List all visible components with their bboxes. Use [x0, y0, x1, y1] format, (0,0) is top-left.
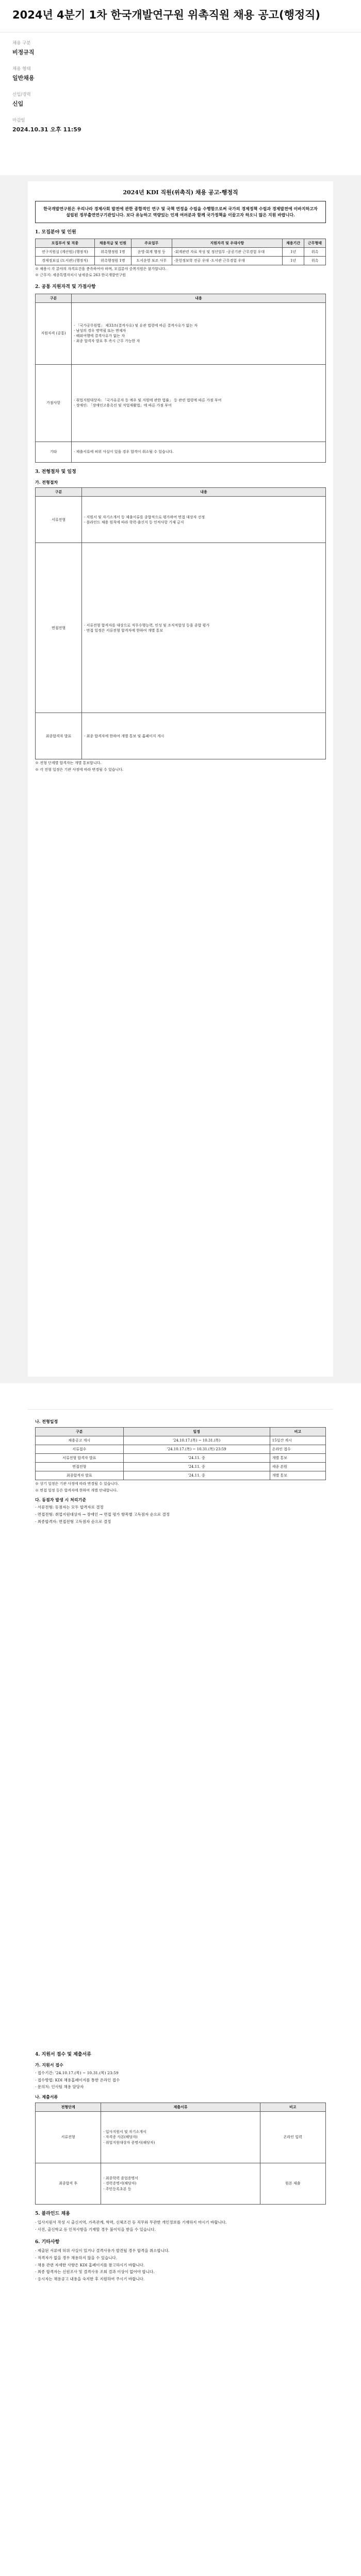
meta-deadline	[12, 117, 349, 133]
subsection-heading: 가. 지원서 접수	[35, 2062, 63, 2068]
table-cell: · 취업지원대상자: 「국가유공자 등 예우 및 지원에 관한 법률」 등 관련 법령에 따른 가점 부여 · 장애인: 「장애인고용촉진 및 직업재활법」에 따른 가점 부여	[72, 364, 326, 442]
paragraph: · 서류전형: 동점자는 모두 합격자로 결정	[35, 1505, 104, 1510]
table-note: ※ 근무지: 세종특별자치시 남세종로 263 한국개발연구원	[35, 273, 126, 278]
table-note: ※ 채용시 각 분야의 자격요건을 충족하여야 하며, 모집분야 중복지원은 불가합니다.	[35, 267, 167, 272]
section-heading: 5. 블라인드 채용	[35, 2211, 70, 2216]
table-cell: · 지원서 및 자기소개서 등 제출서류를 종합적으로 평가하여 면접 대상자 선정 · 블라인드 채용 원칙에 따라 학력·출신지 등 인적사항 기재 금지	[82, 497, 326, 543]
table-cell: '24.11. 중	[123, 1454, 270, 1463]
table-cell: '24.11. 중	[123, 1471, 270, 1480]
table-cell: 연구지원실 (계산원) (행정직)	[36, 247, 95, 256]
table-cell: 15일간 게시	[270, 1436, 325, 1445]
paragraph: · 접수방법: KDI 채용홈페이지를 통한 온라인 접수	[35, 2077, 120, 2082]
section-heading: 2. 공통 지원자격 및 가점사항	[35, 284, 96, 290]
table-row	[36, 1445, 326, 1453]
table-row	[36, 2163, 326, 2205]
table-cell: '24.11. 중	[123, 1463, 270, 1471]
meta-hiring-type	[12, 65, 349, 82]
table-cell: 면접전형	[36, 1463, 124, 1471]
paragraph: · 면접전형: 취업지원대상자 → 장애인 → 면접 평가 항목별 고득점자 순으로 결정	[35, 1512, 170, 1517]
table-row	[36, 1436, 326, 1445]
document-page-1	[28, 181, 333, 1377]
table-row	[36, 257, 326, 265]
paragraph: · 문의처: 인사팀 채용 담당자	[35, 2084, 84, 2090]
table-header: 내용	[72, 294, 326, 302]
table-cell: 1년	[283, 257, 304, 265]
table-note: ※ 각 전형 일정은 기관 사정에 따라 변경될 수 있습니다.	[35, 767, 124, 772]
table-cell: 지원자격 (공통)	[36, 302, 72, 364]
table-row	[36, 364, 326, 442]
table-cell: 위촉	[304, 257, 326, 265]
table-header: 모집부서 및 직종	[36, 239, 95, 247]
table-row	[36, 442, 326, 462]
section-heading: 4. 지원서 접수 및 제출서류	[35, 2052, 91, 2057]
job-meta	[0, 32, 361, 150]
meta-label: 채용 형태	[12, 66, 31, 72]
paragraph: · 최종합격자: 면접전형 고득점자 순으로 결정	[35, 1519, 111, 1524]
subsection-heading: 나. 제출서류	[35, 2094, 58, 2100]
table-cell: 온라인 접수	[270, 1445, 325, 1453]
document-title: 2024년 KDI 직원(위촉직) 채용 공고-행정직	[123, 189, 238, 196]
table-cell: 최종합격 후	[36, 2163, 101, 2205]
meta-career	[12, 91, 349, 108]
section-heading: 6. 기타사항	[35, 2239, 60, 2245]
table-cell: 개별 통보	[270, 1471, 325, 1480]
table-cell: · 서류전형 합격자를 대상으로 직무수행능력, 인성 및 조직적합성 등을 종합 평가 · 면접 일정은 서류전형 합격자에 한하여 개별 통보	[82, 543, 326, 713]
meta-employment-type	[12, 40, 349, 56]
table-header: 전형단계	[36, 2103, 101, 2111]
table-cell: 기타	[36, 442, 72, 462]
meta-value: 신입	[12, 100, 24, 108]
document-page-3	[28, 2040, 333, 2576]
paragraph: · 사진, 출신학교 등 인적사항을 기재할 경우 불이익을 받을 수 있습니다.	[35, 2227, 156, 2232]
table-cell: 서류전형 합격자 발표	[36, 1454, 124, 1463]
document-page-2	[28, 1409, 333, 2027]
table-cell: 1년	[283, 247, 304, 256]
paragraph: · 적격자가 없을 경우 채용하지 않을 수 있습니다.	[35, 2255, 118, 2260]
paragraph: · 최종 합격자는 신원조사 및 결격사유 조회 결과 이상이 없어야 합니다.	[35, 2269, 155, 2275]
table-row	[36, 497, 326, 543]
paragraph: · 입사지원서 작성 시 출신지역, 가족관계, 학력, 신체조건 등 직무와 무관한 개인정보를 기재하지 마시기 바랍니다.	[35, 2220, 227, 2225]
meta-label: 마감일	[12, 118, 25, 124]
procedure-table	[35, 487, 326, 759]
table-cell: 최종합격자 발표	[36, 1471, 124, 1480]
table-header: 비고	[270, 1427, 325, 1436]
table-cell: · 제출서류에 허위 사실이 있을 경우 합격이 취소될 수 있습니다.	[72, 442, 326, 462]
table-cell: '24.10.17.(목) ~ 10.31.(목)	[123, 1436, 270, 1445]
table-row	[36, 713, 326, 759]
table-header: 구분	[36, 294, 72, 302]
section-heading: 1. 모집분야 및 인원	[35, 229, 76, 235]
table-header: 내용	[82, 488, 326, 497]
table-row	[36, 2112, 326, 2163]
meta-label: 채용 구분	[12, 41, 31, 46]
table-cell: 서류접수	[36, 1445, 124, 1453]
table-cell: · 입사지원서 및 자기소개서 · 자격증 사본(해당자) · 취업지원대상자 증명서(해당자)	[101, 2112, 260, 2163]
table-row	[36, 1454, 326, 1463]
meta-value: 일반채용	[12, 75, 35, 82]
table-header: 제출서류	[101, 2103, 260, 2111]
table-note: ※ 면접 일정 등은 합격자에 한하여 개별 안내합니다.	[35, 1488, 118, 1493]
table-cell: · 최종학력 졸업증명서 · 경력증명서(해당자) · 주민등록초본 등	[101, 2163, 260, 2205]
table-header: 채용직급 및 인원	[94, 239, 131, 247]
meta-label: 신입/경력	[12, 92, 31, 98]
paragraph: · 제출된 서류에 허위 사실이 있거나 결격사유가 발견될 경우 합격을 취소합니다.	[35, 2248, 170, 2253]
table-cell: 위촉	[304, 247, 326, 256]
subsection-heading: 나. 전형일정	[35, 1419, 58, 1424]
table-header: 채용기간	[283, 239, 304, 247]
table-cell: '24.10.17.(목) ~ 10.31.(목) 23:59	[123, 1445, 270, 1453]
page-title: 2024년 4분기 1차 한국개발연구원 위촉직원 채용 공고(행정직)	[12, 9, 321, 21]
table-note: ※ 전형 단계별 합격자는 개별 통보합니다.	[35, 761, 102, 766]
table-cell: 최종합격자 발표	[36, 713, 82, 759]
recruitment-table	[35, 239, 326, 265]
table-cell: · 최종 합격자에 한하여 개별 통보 및 홈페이지 게시	[82, 713, 326, 759]
table-row	[36, 1471, 326, 1480]
table-note: ※ 상기 일정은 기관 사정에 따라 변경될 수 있습니다.	[35, 1482, 119, 1486]
subsection-heading: 가. 전형절차	[35, 479, 58, 485]
table-cell: 원본 제출	[260, 2163, 325, 2205]
table-row	[36, 1463, 326, 1471]
table-cell: 채용공고 게시	[36, 1436, 124, 1445]
table-header: 일정	[123, 1427, 270, 1436]
table-cell: ·회계관련 자료 작성 및 정산업무 ·공공기관 근무경험 우대	[172, 247, 283, 256]
meta-value: 2024.10.31 오후 11:59	[12, 126, 81, 133]
meta-value: 비정규직	[12, 49, 35, 56]
table-row	[36, 247, 326, 256]
table-cell: 운영·회계 행정 등	[132, 247, 172, 256]
table-cell: 가점사항	[36, 364, 72, 442]
schedule-table	[35, 1427, 326, 1481]
table-header: 비고	[260, 2103, 325, 2111]
paragraph: · 접수기간: '24.10.17.(목) ~ 10.31.(목) 23:59	[35, 2070, 119, 2075]
table-cell: 경제정보실 (도서관) (행정직)	[36, 257, 95, 265]
table-row	[36, 302, 326, 364]
table-cell: 세종 본원	[270, 1463, 325, 1471]
table-cell: 도서운영 보조 사무	[132, 257, 172, 265]
paragraph: · 응시자는 채용공고 내용을 숙지한 후 지원하여 주시기 바랍니다.	[35, 2277, 145, 2282]
table-header: 지원자격 및 우대사항	[172, 239, 283, 247]
documents-table	[35, 2103, 326, 2205]
section-heading: 3. 전형절차 및 일정	[35, 469, 76, 474]
table-header: 주요업무	[132, 239, 172, 247]
table-header: 근무형태	[304, 239, 326, 247]
table-cell: · 「국가공무원법」 제33조(결격사유) 및 유관 법령에 따른 결격사유가 없는 자 · 남성의 경우 병역필 또는 면제자 · 해외여행에 결격사유가 없는 자 · 최종 합격자 발표 후 즉시 근무 가능한 자	[72, 302, 326, 364]
table-header: 구분	[36, 488, 82, 497]
table-header: 구분	[36, 1427, 124, 1436]
table-cell: 서류전형	[36, 2112, 101, 2163]
intro-box: 한국개발연구원은 우리나라 경제사회 발전에 관한 종합적인 연구 및 국책 연정을 수립을 수행함으로써 국가의 경제정책 수립과 경제발전에 이바지하고자 설립된 정부출연연구기관입니다. 보다 유능하고 역량있는 인재 여러분과 함께 국가정책을 이끌고자 하오니 많은 지원 바랍니다.	[35, 201, 326, 223]
qualification-table	[35, 294, 326, 463]
table-cell: 위촉행정원 1명	[94, 247, 131, 256]
table-cell: ·문헌정보학 전공 우대 ·도서관 근무경험 우대	[172, 257, 283, 265]
table-cell: 서류전형	[36, 497, 82, 543]
table-cell: 면접전형	[36, 543, 82, 713]
table-cell: 개별 통보	[270, 1454, 325, 1463]
table-cell: 위촉행정원 1명	[94, 257, 131, 265]
table-row	[36, 543, 326, 713]
table-cell: 온라인 입력	[260, 2112, 325, 2163]
paragraph: · 채용 관련 자세한 사항은 KDI 홈페이지를 참고하시기 바랍니다.	[35, 2262, 145, 2267]
subsection-heading: 다. 동점자 발생 시 처리기준	[35, 1497, 86, 1502]
